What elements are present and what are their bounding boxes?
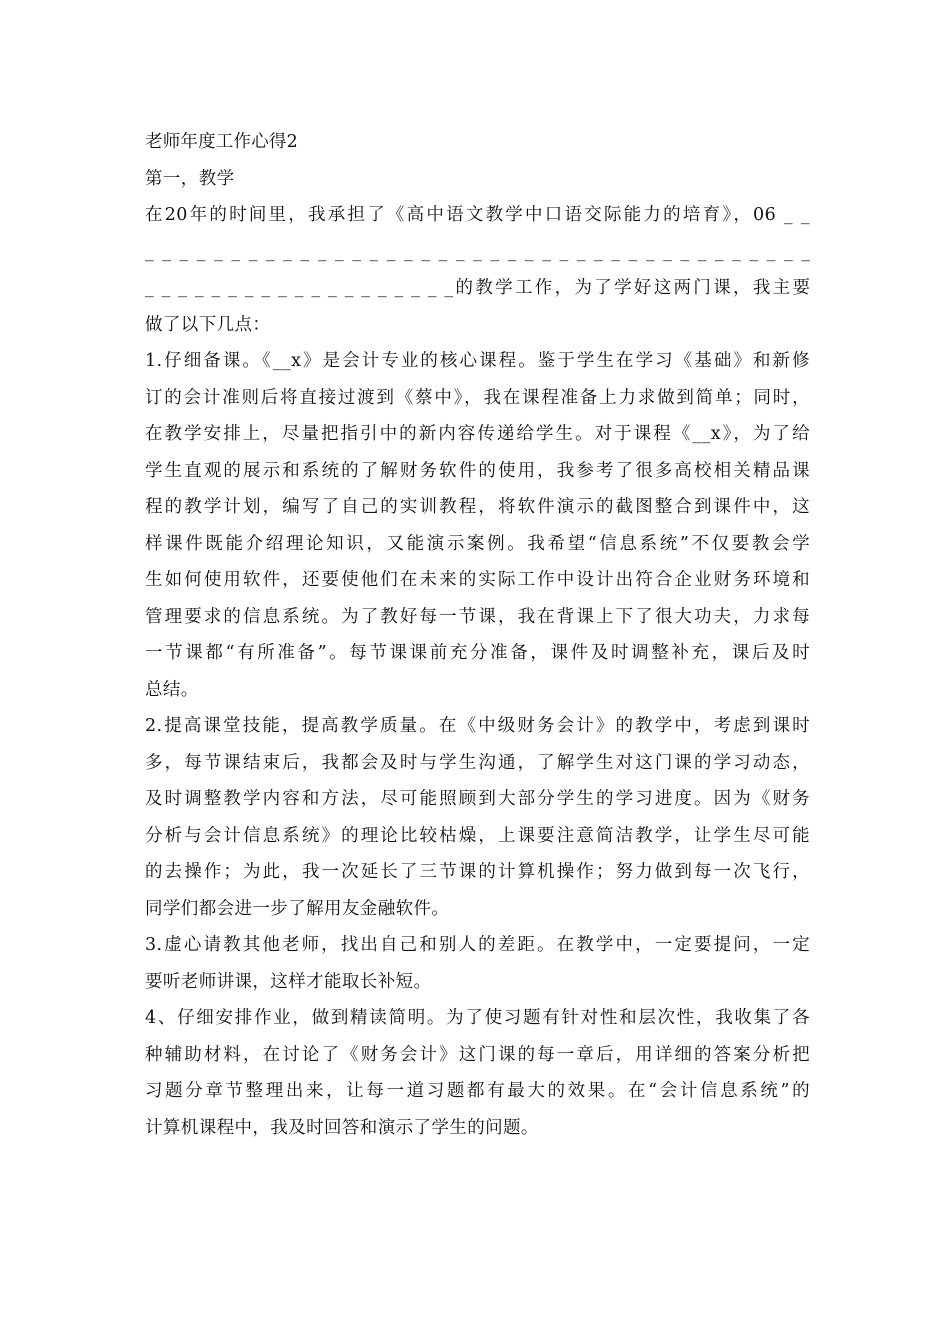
paragraph-line: 要听老师讲课，这样才能取长补短。 (145, 971, 432, 992)
paragraph-line: 及时调整教学内容和方法，尽可能照顾到大部分学生的学习进度。因为《财务 (145, 789, 810, 809)
paragraph-line: 同学们都会进一步了解用友金融软件。 (145, 898, 450, 919)
paragraph-line: 种辅助材料，在讨论了《财务会计》这门课的每一章后，用详细的答案分析把 (145, 1044, 810, 1065)
document-title: 老师年度工作心得2 (145, 132, 298, 152)
paragraph-line: _ _ _ _ _ _ _ _ _ _ _ _ _ _ _ _ _ _ _的教学工作，为了学好这两门课，我主要 (145, 278, 810, 298)
paragraph-line: 一节课都“有所准备”。每节课课前充分准备，课件及时调整补充，课后及时 (145, 643, 810, 663)
paragraph-line: 程的教学计划，编写了自己的实训教程，将软件演示的截图整合到课件中，这 (145, 497, 810, 517)
section-heading: 第一，教学 (145, 168, 235, 189)
paragraph-line: 在教学安排上，尽量把指引中的新内容传递给学生。对于课程《__x》，为了给 (145, 424, 810, 444)
paragraph-line: 总结。 (145, 679, 199, 700)
paragraph-line: 4、仔细安排作业，做到精读简明。为了使习题有针对性和层次性，我收集了各 (145, 1008, 810, 1028)
document-body (145, 124, 810, 1146)
paragraph-line: 在20年的时间里，我承担了《高中语文教学中口语交际能力的培育》，06 _ _ (145, 205, 810, 225)
paragraph-line: 做了以下几点： (145, 314, 271, 335)
paragraph-line: 计算机课程中，我及时回答和演示了学生的问题。 (145, 1117, 539, 1138)
paragraph-line: 学生直观的展示和系统的了解财务软件的使用，我参考了很多高校相关精品课 (145, 460, 810, 481)
paragraph-line: 多，每节课结束后，我都会及时与学生沟通，了解学生对这门课的学习动态， (145, 752, 810, 773)
paragraph-line: 习题分章节整理出来，让每一道习题都有最大的效果。在“会计信息系统”的 (145, 1081, 810, 1101)
paragraph-line: 分析与会计信息系统》的理论比较枯燥，上课要注意简洁教学，让学生尽可能 (145, 825, 810, 846)
blank-fill-line: _ _ _ _ _ _ _ _ _ _ _ _ _ _ _ _ _ _ _ _ _ _ _ _ _ _ _ _ _ _ _ _ _ _ _ _ _ _ _ (145, 241, 810, 262)
paragraph-line: 订的会计准则后将直接过渡到《蔡中》，我在课程准备上力求做到简单；同时， (145, 387, 810, 408)
paragraph-line: 1.仔细备课。《__x》是会计专业的核心课程。鉴于学生在学习《基础》和新修 (145, 351, 810, 371)
paragraph-line: 生如何使用软件，还要使他们在未来的实际工作中设计出符合企业财务环境和 (145, 570, 810, 590)
paragraph-line: 3.虚心请教其他老师，找出自己和别人的差距。在教学中，一定要提问，一定 (145, 935, 810, 955)
paragraph-line: 2.提高课堂技能，提高教学质量。在《中级财务会计》的教学中，考虑到课时 (145, 716, 810, 736)
paragraph-line: 样课件既能介绍理论知识，又能演示案例。我希望“信息系统”不仅要教会学 (145, 533, 810, 554)
paragraph-line: 管理要求的信息系统。为了教好每一节课，我在背课上下了很大功夫，力求每 (145, 606, 810, 627)
paragraph-line: 的去操作；为此，我一次延长了三节课的计算机操作；努力做到每一次飞行， (145, 862, 810, 882)
